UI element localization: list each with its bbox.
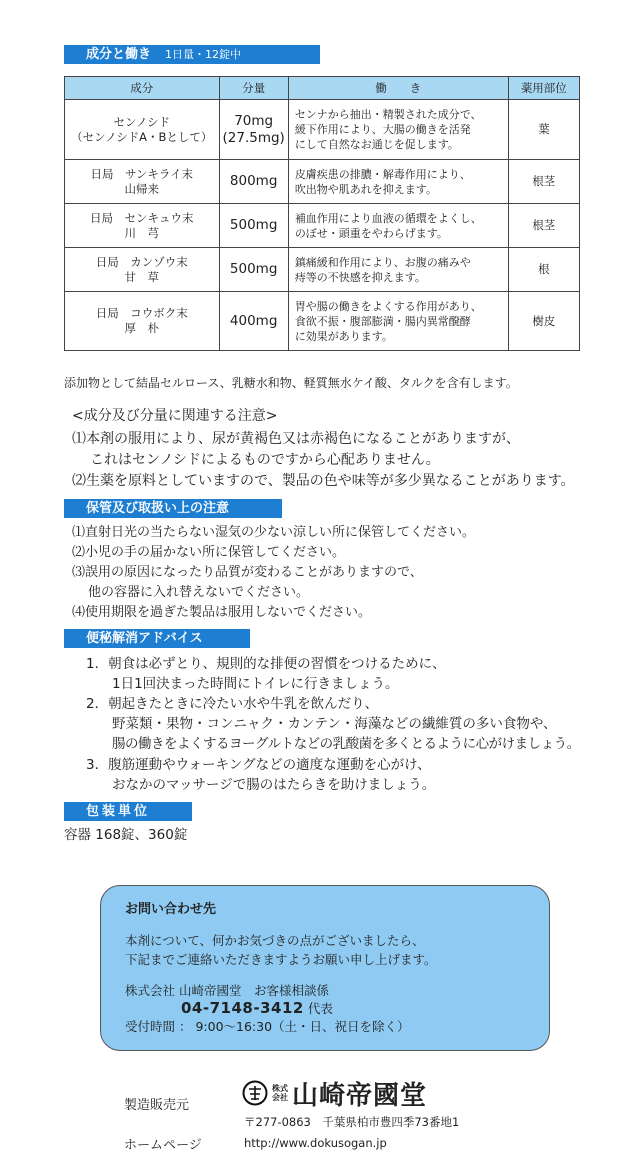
ingredient-part: 樹皮 (508, 292, 579, 351)
contact-title: お問い合わせ先 (125, 902, 217, 917)
contact-company: 株式会社 山崎帝國堂 お客様相談係 (125, 983, 329, 998)
notes-heading: <成分及び分量に関連する注意> (72, 408, 278, 424)
effect-line: 痔等の不快感を抑えます。 (294, 270, 426, 284)
table-row (65, 100, 580, 160)
column-header: 成分 (65, 77, 220, 100)
storage-line: ⑵小児の手の届かない所に保管してください。 (72, 545, 346, 560)
contact-message: 本剤について、何かお気づきの点がございましたら、 (125, 933, 425, 948)
storage-heading-text: 保管及び取扱い上の注意 (86, 501, 230, 516)
contact-hours: 受付時間 ： 9:00〜16:30（土・日、祝日を除く） (125, 1019, 410, 1034)
storage-line: ⑴直射日光の当たらない湿気の少ない涼しい所に保管してください。 (72, 525, 476, 540)
ingredient-amount: 500mg (219, 204, 288, 248)
ingredient-name-sub: 川 芎 (124, 225, 159, 240)
ingredient-amount-cell (219, 100, 288, 160)
table-row (65, 160, 580, 204)
advice-heading (64, 629, 250, 648)
ingredient-name: 日局 サンキライ末 (90, 166, 194, 181)
contact-phone[interactable]: 04-7148-3412 (181, 999, 304, 1017)
ingredient-part: 根 (508, 248, 579, 292)
ingredient-name-sub: 甘 草 (124, 269, 159, 284)
notes-line: これはセンノシドによるものですから心配ありません。 (90, 452, 440, 468)
ingredient-effect-cell (288, 248, 508, 292)
ingredient-name: 日局 カンゾウ末 (95, 254, 188, 269)
table-row (65, 204, 580, 248)
company-name: 山崎帝國堂 (292, 1080, 428, 1111)
company-logo (242, 1076, 427, 1110)
maker-label: 製造販売元 (124, 1098, 190, 1113)
advice-line: 1．朝食は必ずとり、規則的な排便の習慣をつけるために、 (86, 656, 446, 672)
effect-line: 食欲不振・腹部膨満・腸内異常醗酵 (294, 314, 471, 328)
ingredient-effect-cell (288, 292, 508, 351)
ingredient-amount-sub: (27.5mg) (222, 129, 285, 146)
company-small-label: 株式会社 (272, 1084, 288, 1102)
ingredient-name-cell (65, 204, 220, 248)
storage-line: ⑷使用期限を過ぎた製品は服用しないでください。 (72, 605, 372, 620)
ingredients-table (64, 76, 580, 351)
contact-phone-suffix: 代表 (307, 1001, 333, 1016)
ingredient-effect-cell (288, 160, 508, 204)
column-header: 分量 (219, 77, 288, 100)
effect-line: 鎮痛緩和作用により、お腹の痛みや (294, 255, 471, 269)
advice-line: おなかのマッサージで腸のはたらきを助けましょう。 (112, 777, 436, 793)
company-address: 〒277-0863 千葉県柏市豊四季73番地1 (244, 1115, 460, 1129)
advice-line: 3．腹筋運動やウォーキングなどの適度な運動を心がけ、 (86, 757, 431, 773)
ingredient-name-cell (65, 100, 220, 160)
ingredient-name: センノシド (113, 114, 171, 129)
advice-heading-text: 便秘解消アドバイス (86, 631, 203, 646)
effect-line: にして自然なお通じを促します。 (294, 138, 459, 151)
packaging-heading (64, 802, 192, 821)
ingredient-amount: 800mg (219, 160, 288, 204)
ingredients-heading (64, 45, 320, 64)
homepage-label: ホームページ (124, 1138, 202, 1153)
packaging-text: 容器 168錠、360錠 (64, 827, 188, 843)
effect-line: 緩下作用により、大腸の働きを活発 (294, 123, 471, 136)
ingredient-name: 日局 センキュウ末 (90, 210, 194, 225)
table-row (65, 248, 580, 292)
ingredient-name: 日局 コウボク末 (95, 306, 188, 320)
ingredient-amount: 400mg (219, 292, 288, 351)
ingredient-name-sub: 山帰来 (124, 181, 159, 196)
ingredient-part: 葉 (508, 100, 579, 160)
notes-line: ⑵生薬を原料としていますので、製品の色や味等が多少異なることがあります。 (72, 473, 575, 489)
contact-message: 下記までご連絡いただきますようお願い申し上げます。 (125, 952, 437, 967)
advice-line: 1日1回決まった時間にトイレに行きましょう。 (112, 676, 399, 692)
storage-line: 他の容器に入れ替えないでください。 (88, 585, 310, 600)
column-header: 働 き (288, 77, 508, 100)
packaging-heading-text: 包装単位 (86, 804, 151, 819)
effect-line: に効果があります。 (294, 329, 393, 343)
effect-line: センナから抽出・精製された成分で、 (294, 108, 482, 121)
storage-line: ⑶誤用の原因になったり品質が変わることがありますので、 (72, 565, 423, 580)
effect-line: 補血作用により血液の循環をよくし、 (294, 211, 482, 225)
table-row (65, 292, 580, 351)
contact-box (100, 885, 550, 1051)
ingredient-amount: 500mg (219, 248, 288, 292)
notes-line: ⑴本剤の服用により、尿が黄褐色又は赤褐色になることがありますが、 (72, 431, 520, 447)
ingredients-subheading: 1日量・12錠中 (165, 48, 242, 61)
column-header: 薬用部位 (508, 77, 579, 100)
additives-note: 添加物として結晶セルロース、乳糖水和物、軽質無水ケイ酸、タルクを含有します。 (64, 376, 518, 390)
storage-heading (64, 499, 282, 518)
ingredient-name-cell (65, 160, 220, 204)
ingredient-amount: 70mg (234, 112, 274, 129)
ingredient-part: 根茎 (508, 160, 579, 204)
effect-line: 皮膚疾患の排膿・解毒作用により、 (294, 167, 471, 181)
ingredient-name-cell (65, 248, 220, 292)
ingredient-effect-cell (288, 100, 508, 160)
effect-line: 吹出物や肌あれを抑えます。 (294, 182, 437, 196)
ingredient-part: 根茎 (508, 204, 579, 248)
ingredient-name-cell (65, 292, 220, 351)
homepage-link[interactable]: http://www.dokusogan.jp (244, 1136, 387, 1150)
table-header-row (65, 77, 580, 100)
advice-line: 2．朝起きたときに冷たい水や牛乳を飲んだり、 (86, 696, 379, 712)
effect-line: 胃や腸の働きをよくする作用があり、 (294, 299, 482, 313)
advice-line: 野菜類・果物・コンニャク・カンテン・海藻などの繊維質の多い食物や、 (112, 716, 557, 732)
ingredient-name-sub: （センノシドA・Bとして） (71, 129, 213, 144)
ingredients-heading-text: 成分と働き (86, 47, 152, 62)
ingredient-name-sub: 厚 朴 (124, 321, 159, 335)
effect-line: のぼせ・頭重をやわらげます。 (294, 226, 448, 240)
advice-line: 腸の働きをよくするヨーグルトなどの乳酸菌を多くとるように心がけましょう。 (112, 736, 580, 752)
ingredient-effect-cell (288, 204, 508, 248)
company-crest-icon (242, 1080, 268, 1106)
